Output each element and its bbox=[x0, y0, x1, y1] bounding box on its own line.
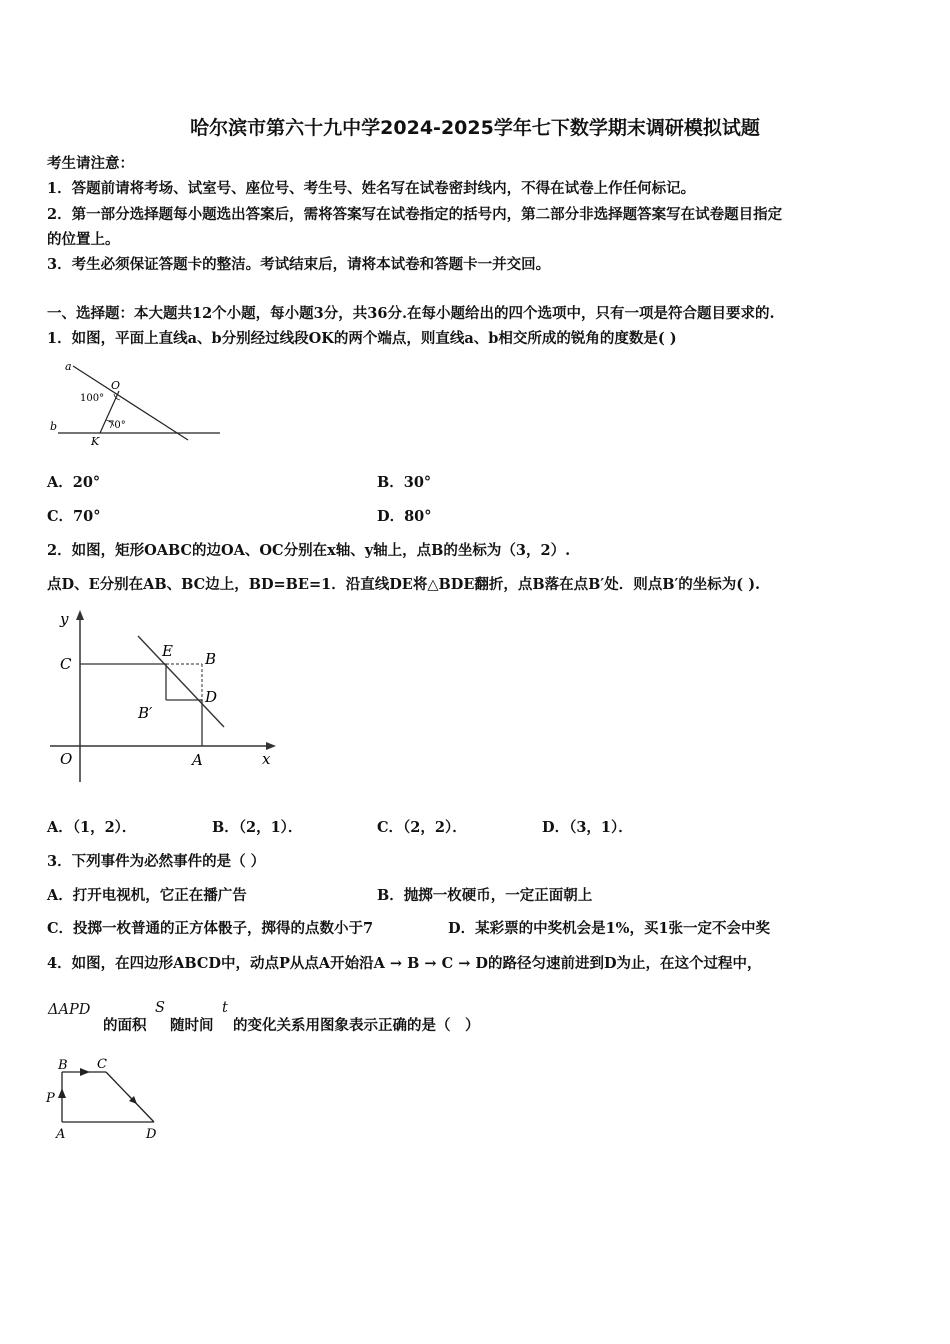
q2-label-O: O bbox=[60, 750, 73, 768]
q3-option-c: C．投掷一枚普通的正方体骰子，掷得的点数小于7 bbox=[47, 920, 374, 937]
q2-label-D: D bbox=[205, 688, 218, 706]
q3-option-a: A．打开电视机，它正在播广告 bbox=[47, 887, 247, 904]
q1-label-K: K bbox=[91, 435, 100, 448]
q1-label-O: O bbox=[111, 379, 121, 392]
q1-option-b: B．30° bbox=[377, 474, 432, 491]
q1-angle-O: 100° bbox=[80, 393, 105, 404]
q1-figure bbox=[48, 356, 223, 451]
q4-label-D: D bbox=[146, 1127, 157, 1142]
section-heading: 一、选择题：本大题共12个小题，每小题3分，共36分.在每小题给出的四个选项中，只有一项是符合题目要求的. bbox=[47, 305, 775, 322]
q4-figure bbox=[44, 1052, 169, 1144]
q4-label-A: A bbox=[56, 1127, 66, 1142]
q4-stem-2a: 的面积 bbox=[103, 1017, 147, 1034]
q2-label-B: B bbox=[205, 650, 217, 668]
q2-option-d: D．（3，1）． bbox=[542, 819, 633, 836]
q1-stem: 1．如图，平面上直线a、b分别经过线段OK的两个端点，则直线a、b相交所成的锐角的度数是( ) bbox=[47, 330, 677, 347]
q1-option-d: D．80° bbox=[377, 508, 432, 525]
q1-option-a: A．20° bbox=[47, 474, 101, 491]
q4-symbol-S: S bbox=[155, 1000, 165, 1016]
q2-label-y: y bbox=[60, 610, 69, 628]
q1-label-a: a bbox=[65, 360, 72, 373]
q2-stem-2: 点D、E分别在AB、BC边上，BD=BE=1．沿直线DE将△BDE翻折，点B落在点B′处．则点B′的坐标为( ). bbox=[47, 576, 761, 593]
notice-item-3: 3．考生必须保证答题卡的整洁。考试结束后，请将本试卷和答题卡一并交回。 bbox=[47, 256, 551, 273]
q2-label-x: x bbox=[262, 750, 271, 768]
q4-stem-1: 4．如图，在四边形ABCD中，动点P从点A开始沿A → B → C → D的路径匀速前进到D为止，在这个过程中， bbox=[47, 955, 762, 972]
q2-stem-1: 2．如图，矩形OABC的边OA、OC分别在x轴、y轴上，点B的坐标为（3，2）. bbox=[47, 542, 571, 559]
q2-option-a: A．（1，2）． bbox=[47, 819, 137, 836]
q1-angle-K: 70° bbox=[108, 420, 126, 431]
q4-stem-2c: 的变化关系用图象表示正确的是（ ） bbox=[233, 1017, 480, 1034]
q2-figure bbox=[48, 606, 283, 786]
q3-option-b: B．抛掷一枚硬币，一定正面朝上 bbox=[377, 887, 593, 904]
q2-label-A: A bbox=[192, 751, 203, 769]
q2-option-c: C．（2，2）． bbox=[377, 819, 467, 836]
notice-heading: 考生请注意： bbox=[47, 155, 134, 172]
q4-label-B: B bbox=[58, 1058, 68, 1073]
notice-item-1: 1．答题前请将考场、试室号、座位号、考生号、姓名写在试卷密封线内，不得在试卷上作任何标记。 bbox=[47, 180, 696, 197]
notice-item-2-cont: 的位置上。 bbox=[47, 231, 120, 248]
page-title: 哈尔滨市第六十九中学2024-2025学年七下数学期末调研模拟试题 bbox=[190, 117, 760, 139]
q4-triangle-apd: ΔAPD bbox=[48, 1002, 91, 1018]
q4-label-P: P bbox=[46, 1091, 55, 1106]
q2-label-C: C bbox=[60, 655, 72, 673]
q2-option-b: B．（2，1）． bbox=[212, 819, 303, 836]
q2-label-Bprime: B′ bbox=[138, 704, 153, 722]
q1-option-c: C．70° bbox=[47, 508, 101, 525]
notice-item-2: 2．第一部分选择题每小题选出答案后，需将答案写在试卷指定的括号内，第二部分非选择题答案写在试卷题目指定 bbox=[47, 206, 783, 223]
q4-symbol-t: t bbox=[222, 1000, 228, 1016]
q1-label-b: b bbox=[50, 420, 58, 433]
q3-stem: 3．下列事件为必然事件的是（ ） bbox=[47, 853, 266, 870]
q4-label-C: C bbox=[97, 1057, 107, 1072]
q4-stem-2b: 随时间 bbox=[170, 1017, 214, 1034]
q2-label-E: E bbox=[162, 642, 173, 660]
q3-option-d: D．某彩票的中奖机会是1%，买1张一定不会中奖 bbox=[448, 920, 771, 937]
